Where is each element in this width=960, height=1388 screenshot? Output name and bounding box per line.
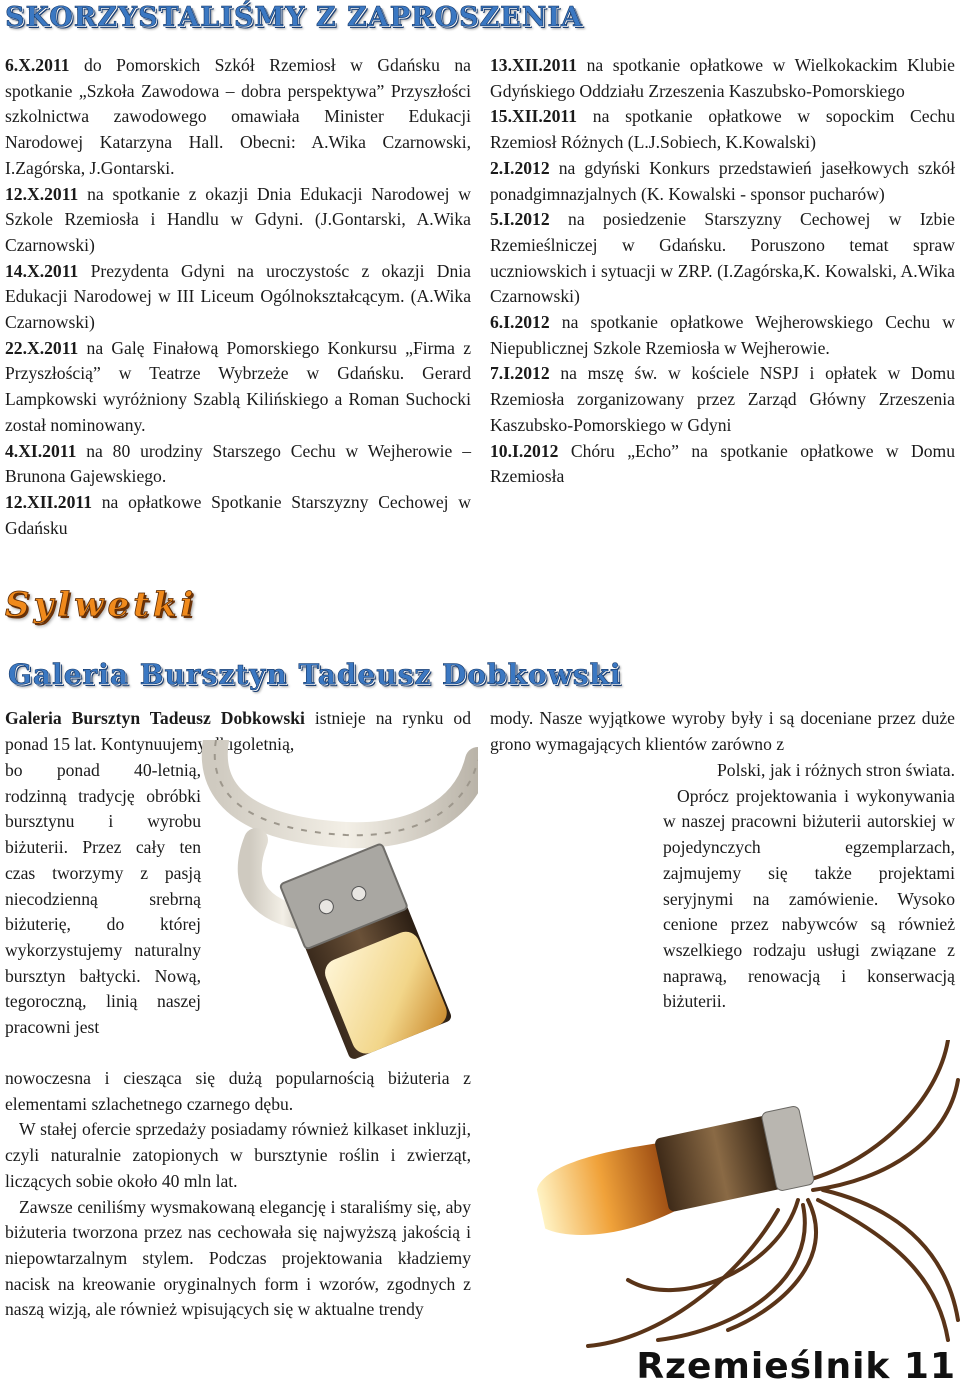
event-text: na spotkanie opłatkowe w sopockim Cechu Rzemiosł Różnych (L.J.Sobiech, K.Kowalski) bbox=[490, 106, 955, 153]
event-date: 7.I.2012 bbox=[490, 363, 550, 384]
event-text: na Galę Finałową Pomorskiego Konkursu „Firma z Przyszłością” w Teatrze Wybrzeże w Gdańsku. Gerard Lampkowski wyróżniony Szablą Kilińskiego a Roman Suchocki został nominowany. bbox=[5, 337, 471, 435]
event-text: do Pomorskich Szkół Rzemiosł w Gdańsku na spotkanie „Szkoła Zawodowa – dobra perspektywa” Przyszłości szkolnictwa zawodowego omawiała Minister Edukacji Narodowej Katarzyna Hall. Obecni: A.Wika Czarnowski, I.Zagórska, J.Gontarski. bbox=[5, 55, 471, 178]
article-paragraph: W stałej ofercie sprzedaży posiadamy również kilkaset inkluzji, czyli naturalnie zatopionych w bursztynie roślin i zwierząt, liczących sobie około 40 mln lat. bbox=[5, 1119, 471, 1191]
event-entry bbox=[5, 259, 471, 336]
event-text: na spotkanie z okazji Dnia Edukacji Narodowej w Szkole Rzemiosła i Handlu w Gdyni. (J.Gontarski, A.Wika Czarnowski) bbox=[5, 183, 471, 255]
article-right-top bbox=[490, 706, 955, 757]
event-text: na opłatkowe Spotkanie Starszyzny Cechowej w Gdańsku bbox=[5, 491, 471, 538]
article-left-narrow bbox=[5, 758, 201, 1041]
article-paragraph: Zawsze ceniliśmy wysmakowaną elegancję i staraliśmy się, aby biżuteria tworzona przez nas cechowała się najwyższą jakością i niepowtarzalnym stylem. Podczas projektowania kładziemy nacisk na kreowanie oryginalnych form i wzorów, zgodnych z naszą wizją, ale również wpisujących się w aktualne trendy bbox=[5, 1196, 471, 1320]
event-entry bbox=[5, 53, 471, 182]
article-right-narrow bbox=[663, 758, 955, 1015]
event-text: na spotkanie opłatkowe Wejherowskiego Cechu w Niepublicznej Szkole Rzemiosła w Wejherowie. bbox=[490, 312, 955, 358]
event-entry bbox=[490, 361, 955, 438]
article-lead-bold: Galeria Bursztyn Tadeusz Dobkowski bbox=[5, 708, 305, 728]
event-date: 5.I.2012 bbox=[490, 209, 550, 230]
article-bottom bbox=[5, 1066, 471, 1323]
article-lead-text: istnieje na rynku od ponad 15 lat. Kontynuujemy długoletnią, bbox=[5, 708, 471, 754]
event-date: 2.I.2012 bbox=[490, 157, 550, 178]
event-entry bbox=[5, 182, 471, 259]
article-paragraph: Polski, jak i różnych stron świata. bbox=[717, 760, 955, 780]
event-entry bbox=[5, 490, 471, 541]
event-text: na mszę św. w kościele NSPJ i opłatek w Domu Rzemiosła zorganizowany przez Zarząd Główny Zrzeszenia Kaszubsko-Pomorskiego w Gdyni bbox=[490, 363, 955, 435]
article-title: Galeria Bursztyn Tadeusz Dobkowski bbox=[8, 658, 622, 691]
article-paragraph: bo ponad 40-letnią, rodzinną tradycję obróbki bursztynu i wyrobu biżuterii. Przez cały ten czas tworzymy z pasją niecodzienną srebrną biżuterię, do której wykorzystujemy naturalny bursztyn bałtycki. Nową, tegoroczną, linią naszej pracowni jest bbox=[5, 760, 201, 1038]
event-entry bbox=[5, 336, 471, 439]
event-text: na gdyński Konkurs przedstawień jasełkowych szkół ponadgimnazjalnych (K. Kowalski - sponsor pucharów) bbox=[490, 157, 955, 204]
event-date: 22.X.2011 bbox=[5, 337, 79, 358]
event-date: 14.X.2011 bbox=[5, 260, 79, 281]
pendant-photo-cords bbox=[478, 1040, 960, 1352]
event-text: Chóru „Echo” na spotkanie opłatkowe w Domu Rzemiosła bbox=[490, 440, 955, 487]
events-left-column bbox=[5, 53, 471, 541]
event-date: 10.I.2012 bbox=[490, 440, 559, 461]
events-right-column bbox=[490, 53, 955, 490]
event-date: 6.X.2011 bbox=[5, 55, 70, 75]
event-date: 15.XII.2011 bbox=[490, 106, 578, 127]
event-text: na spotkanie opłatkowe w Wielkokackim Klubie Gdyńskiego Oddziału Zrzeszenia Kaszubsko-Pomorskiego bbox=[490, 55, 955, 101]
event-date: 6.I.2012 bbox=[490, 312, 550, 333]
event-text: na posiedzenie Starszyzny Cechowej w Izbie Rzemieślniczej w Gdańsku. Poruszono temat spraw uczniowskich i sytuacji w ZRP. (I.Zagórska,K. Kowalski, A.Wika Czarnowski) bbox=[490, 209, 955, 307]
pendant-photo-rope bbox=[196, 740, 478, 1070]
event-entry bbox=[490, 53, 955, 104]
article-paragraph: nowoczesna i ciesząca się dużą popularnością biżuteria z elementami szlachetnego czarnego dębu. bbox=[5, 1068, 471, 1114]
article-paragraph: Oprócz projektowania i wykonywania w naszej pracowni biżuterii autorskiej w pojedynczych egzemplarzach, zajmujemy się także projektami seryjnymi na zamówienie. Wysoko cenione przez nabywców są również wszelkiego rodzaju usługi związane z naprawą, renowacją i konserwacją biżuterii. bbox=[663, 785, 955, 1012]
event-date: 4.XI.2011 bbox=[5, 440, 77, 461]
event-date: 13.XII.2011 bbox=[490, 55, 578, 75]
event-text: na 80 urodziny Starszego Cechu w Wejherowie – Brunona Gajewskiego. bbox=[5, 440, 471, 487]
event-text: Prezydenta Gdyni na uroczystośc z okazji Dnia Edukacji Narodowej w III Liceum Ogólnokształcącym. (A.Wika Czarnowski) bbox=[5, 260, 471, 333]
event-entry bbox=[490, 207, 955, 310]
section-heading-events: SKORZYSTALIŚMY Z ZAPROSZENIA bbox=[5, 2, 583, 33]
article-paragraph: mody. Nasze wyjątkowe wyroby były i są doceniane przez duże grono wymagających klientów zarówno z bbox=[490, 708, 955, 754]
event-entry bbox=[490, 310, 955, 361]
footer-page-number: Rzemieślnik 11 bbox=[636, 1346, 956, 1387]
event-date: 12.XII.2011 bbox=[5, 491, 93, 512]
event-entry bbox=[5, 439, 471, 490]
section-heading-profiles: Sylwetki bbox=[5, 585, 198, 625]
event-entry bbox=[490, 104, 955, 155]
event-entry bbox=[490, 156, 955, 207]
event-date: 12.X.2011 bbox=[5, 183, 79, 204]
event-entry bbox=[490, 439, 955, 490]
